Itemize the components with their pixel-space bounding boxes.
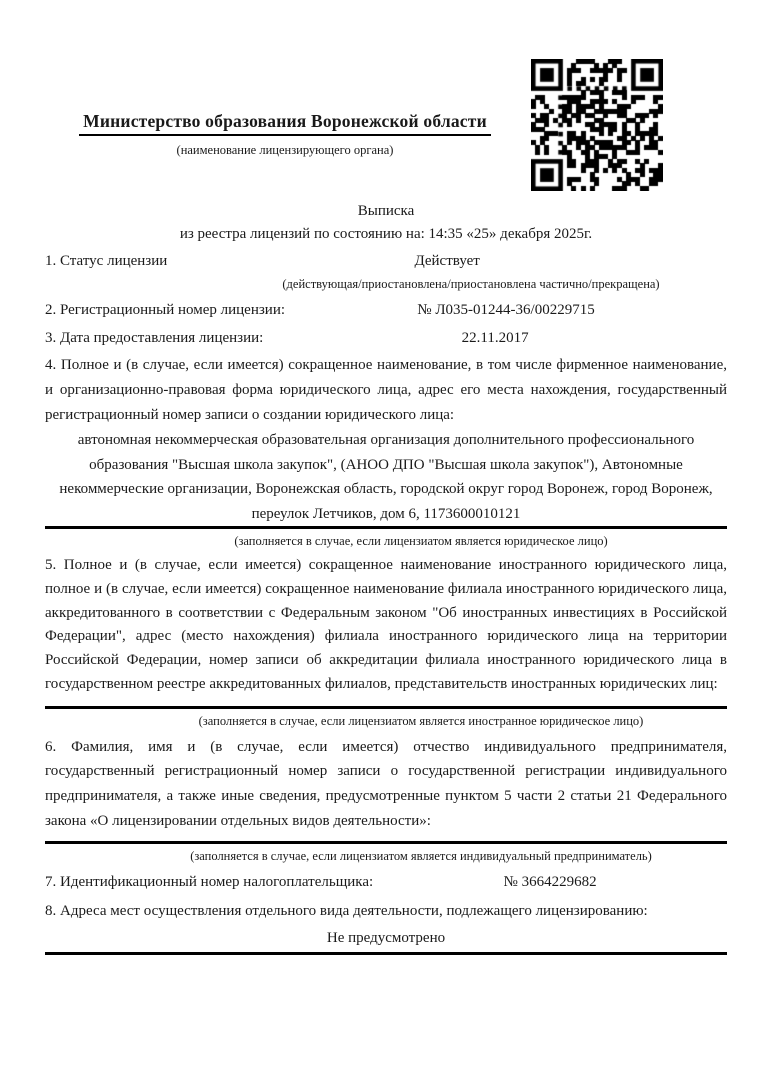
clause-6-text: 6. Фамилия, имя и (в случае, если имеется) отчество индивидуального предпринимателя, государственный регистрационный номер записи о государственной регистрации индивидуального предпринимателя, а также иные сведения, предусмотренные пунктом 5 части 2 статьи 21 Федерального закона «О лицензировании отдельных видов деятельности»: — [45, 738, 727, 829]
clause-5-empty-value — [45, 697, 727, 706]
document-body — [45, 200, 727, 955]
licensing-authority-header — [45, 0, 525, 158]
qr-code — [531, 59, 663, 191]
clause-4-text: 4. Полное и (в случае, если имеется) сокращенное наименование, в том числе фирменное наименование, и организационно-правовая форма юридического лица, адрес его места нахождения, государственный регистрационный номер записи о создании юридического лица: — [45, 357, 727, 423]
license-status-label: 1. Статус лицензии — [45, 253, 168, 269]
licensing-authority-name: Министерство образования Воронежской области — [79, 110, 491, 136]
clause-4-caption: (заполняется в случае, если лицензиатом является юридическое лицо) — [45, 526, 727, 550]
bottom-rule — [45, 952, 727, 955]
field-license-date — [45, 327, 727, 350]
taxpayer-number-label: 7. Идентификационный номер налогоплательщика: — [45, 874, 374, 891]
registration-number-label: 2. Регистрационный номер лицензии: — [45, 302, 286, 318]
clause-4-value-organization: автономная некоммерческая образовательная организация дополнительного профессионального образования "Высшая школа закупок", (АНОО ДПО "Высшая школа закупок"), Автономные некоммерческие организации, Воронежская область, городской округ город Воронеж, город Воронеж, переулок Летчиков, дом 6, 1173600010121 — [59, 432, 713, 522]
license-date-value: 22.11.2017 — [461, 330, 529, 346]
document-title-line1: Выписка — [357, 203, 415, 219]
field-taxpayer-number — [45, 871, 727, 894]
clause-5-caption: (заполняется в случае, если лицензиатом является иностранное юридическое лицо) — [45, 706, 727, 730]
license-status-caption: (действующая/приостановлена/приостановлена частично/прекращена) — [282, 277, 660, 291]
field-activity-addresses — [45, 900, 727, 923]
taxpayer-number-value: № 3664229682 — [503, 874, 597, 891]
licensing-authority-caption: (наименование лицензирующего органа) — [176, 143, 394, 157]
license-status-value: Действует — [414, 253, 480, 269]
document-title — [45, 200, 727, 246]
field-license-status — [45, 250, 727, 273]
qr-code-image — [531, 59, 663, 191]
activity-addresses-label: 8. Адреса мест осуществления отдельного вида деятельности, подлежащего лицензированию: — [45, 903, 648, 920]
clause-6-caption: (заполняется в случае, если лицензиатом является индивидуальный предприниматель) — [45, 841, 727, 865]
clause-5-text: 5. Полное и (в случае, если имеется) сокращенное наименование иностранного юридического лица, полное и (в случае, если имеется) сокращенное наименование филиала иностранного юридического лица, аккредитованного в соответствии с Федеральным законом "Об иностранных инвестициях в Российской Федерации", адрес (место нахождения) филиала иностранного юридического лица на территории Российской Федерации, номер записи об аккредитации филиала иностранного юридического лица в государственном реестре аккредитованных филиалов, представительств иностранных юридических лиц: — [45, 557, 727, 692]
field-registration-number — [45, 299, 727, 322]
registration-number-value: № Л035-01244-36/00229715 — [417, 302, 595, 318]
activity-addresses-value: Не предусмотрено — [326, 930, 446, 947]
license-date-label: 3. Дата предоставления лицензии: — [45, 330, 264, 346]
document-title-line2: из реестра лицензий по состоянию на: 14:35 «25» декабря 2025г. — [179, 226, 593, 242]
